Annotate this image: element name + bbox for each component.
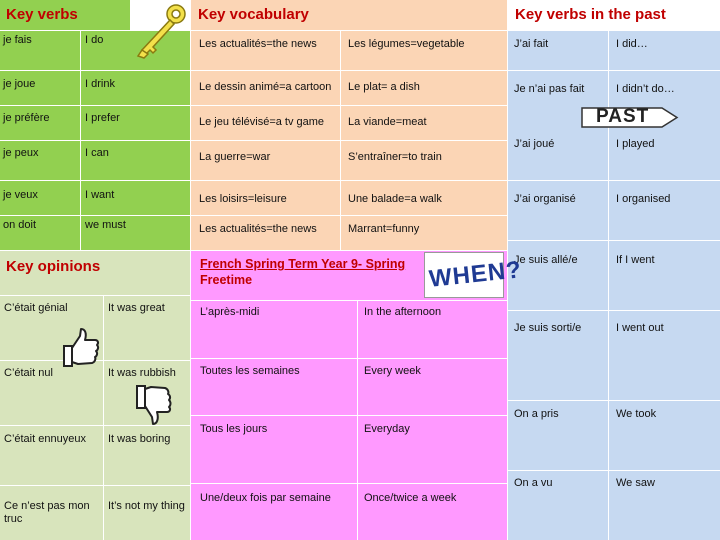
grid-line xyxy=(0,70,507,71)
past-sign-text: PAST xyxy=(596,106,650,127)
vocab-item-right: Les légumes=vegetable xyxy=(348,38,465,50)
past-verb-fr: Je suis allé/e xyxy=(514,254,578,266)
time-phrase-fr: Une/deux fois par semaine xyxy=(200,492,331,504)
grid-line xyxy=(0,105,507,106)
grid-line xyxy=(507,180,720,181)
key-verb-en: I drink xyxy=(85,78,115,90)
thumbs-up-icon xyxy=(60,326,100,368)
key-verb-fr: je peux xyxy=(3,147,39,159)
past-verb-fr: J’ai organisé xyxy=(514,193,576,205)
key-verb-fr: on doit xyxy=(3,219,37,231)
grid-line xyxy=(507,70,720,71)
grid-line xyxy=(190,358,507,359)
grid-line xyxy=(190,483,507,484)
vocab-item-right: Le plat= a dish xyxy=(348,81,420,93)
past-verb-fr: Je suis sorti/e xyxy=(514,322,582,334)
time-phrase-en: In the afternoon xyxy=(364,306,442,318)
past-sign xyxy=(580,104,680,131)
past-verb-fr: J’ai fait xyxy=(514,38,549,50)
key-verb-en: we must xyxy=(85,219,126,231)
grid-line xyxy=(507,470,720,471)
past-verb-en: I went out xyxy=(616,322,664,334)
opinion-en: It was boring xyxy=(108,433,171,445)
grid-line xyxy=(507,310,720,311)
key-verb-en: I prefer xyxy=(85,112,120,124)
key-verb-fr: je fais xyxy=(3,34,32,46)
grid-line xyxy=(190,0,191,540)
past-verb-en: We saw xyxy=(616,477,655,489)
key-verbs-past-title: Key verbs in the past xyxy=(515,6,666,23)
key-verb-en: I can xyxy=(85,147,109,159)
past-verb-en: I organised xyxy=(616,193,671,205)
thumbs-down-icon xyxy=(135,384,173,428)
key-verbs-title: Key verbs xyxy=(6,6,78,23)
grid-line xyxy=(0,485,190,486)
grid-line xyxy=(103,295,104,540)
grid-line xyxy=(340,30,341,250)
time-phrase-fr: Toutes les semaines xyxy=(200,365,300,377)
grid-line xyxy=(0,295,190,296)
vocab-item-left: Les actualités=the news xyxy=(199,38,317,50)
past-verb-en: We took xyxy=(616,408,657,420)
key-verb-fr: je joue xyxy=(3,78,36,90)
past-verb-en: I played xyxy=(616,138,655,150)
grid-line xyxy=(190,300,507,301)
key-verbs-past-panel xyxy=(507,0,720,540)
grid-line xyxy=(0,30,507,31)
opinion-en: It was rubbish xyxy=(108,367,176,379)
key-verb-fr: je veux xyxy=(3,189,38,201)
key-verb-en: I want xyxy=(85,189,115,201)
past-verb-fr: On a vu xyxy=(514,477,553,489)
grid-line xyxy=(190,415,507,416)
grid-line xyxy=(507,30,720,31)
grid-line xyxy=(0,180,507,181)
opinion-en: It was great xyxy=(108,302,165,314)
opinion-fr: Ce n’est pas mon truc xyxy=(4,500,90,525)
grid-line xyxy=(357,300,358,540)
past-verb-en: I didn’t do… xyxy=(616,83,675,95)
grid-line xyxy=(0,140,507,141)
opinion-fr: C’était ennuyeux xyxy=(4,433,86,445)
grid-line xyxy=(507,240,720,241)
when-graphic xyxy=(424,252,524,298)
key-verb-fr: je préfère xyxy=(3,112,50,124)
key-opinions-title: Key opinions xyxy=(6,258,101,275)
grid-line xyxy=(0,215,507,216)
past-verb-en: If I went xyxy=(616,254,655,266)
vocab-item-right: S’entraîner=to train xyxy=(348,151,442,163)
vocab-item-left: Le dessin animé=a cartoon xyxy=(199,81,332,93)
time-phrase-fr: Tous les jours xyxy=(200,423,268,435)
time-phrase-en: Every week xyxy=(364,365,421,377)
key-icon xyxy=(132,2,188,62)
vocab-item-right: Une balade=a walk xyxy=(348,193,442,205)
time-phrase-fr: L’après-midi xyxy=(200,306,260,318)
term-heading-line2: Freetime xyxy=(200,273,253,287)
opinion-en: It’s not my thing xyxy=(108,500,185,512)
grid-line xyxy=(0,250,507,251)
opinion-fr: C’était génial xyxy=(4,302,68,314)
vocab-item-left: Le jeu télévisé=a tv game xyxy=(199,116,325,128)
vocab-item-left: Les actualités=the news xyxy=(199,223,317,235)
term-heading-line1: French Spring Term Year 9- Spring xyxy=(200,257,406,271)
time-phrase-en: Once/twice a week xyxy=(364,492,457,504)
key-verb-en: I do xyxy=(85,34,104,46)
grid-line xyxy=(507,400,720,401)
vocab-item-right: Marrant=funny xyxy=(348,223,420,235)
past-verb-fr: Je n’ai pas fait xyxy=(514,83,585,95)
term-heading xyxy=(200,256,430,288)
past-verb-fr: On a pris xyxy=(514,408,559,420)
opinion-fr: C’était nul xyxy=(4,367,53,379)
past-verb-en: I did… xyxy=(616,38,648,50)
when-graphic-text: WHEN? xyxy=(427,256,524,293)
vocab-item-left: La guerre=war xyxy=(199,151,271,163)
vocab-item-right: La viande=meat xyxy=(348,116,427,128)
vocab-item-left: Les loisirs=leisure xyxy=(199,193,287,205)
key-vocab-title: Key vocabulary xyxy=(198,6,309,23)
past-verb-fr: J’ai joué xyxy=(514,138,555,150)
time-phrase-en: Everyday xyxy=(364,423,410,435)
